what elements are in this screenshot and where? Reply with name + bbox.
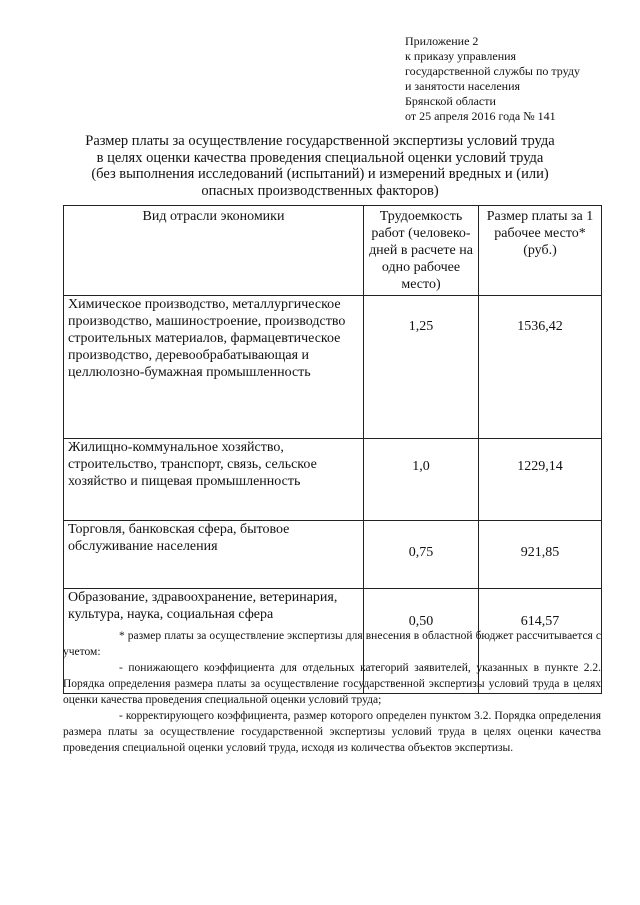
title-line: в целях оценки качества проведения специальной оценки условий труда	[96, 149, 544, 166]
cell-fee: 921,85	[479, 521, 602, 589]
cell-sector: Жилищно-коммунальное хозяйство, строительство, транспорт, связь, сельское хозяйство и пищевая промышленность	[64, 439, 364, 521]
appendix-line: Брянской области	[405, 94, 496, 108]
footnote-paragraph: - корректирующего коэффициента, размер которого определен пунктом 3.2. Порядка определения размера платы за осуществление государственной экспертизы условий труда в целях оценки качества проведения специальной оценки условий труда, исходя из количества объектов экспертизы.	[63, 710, 601, 754]
table-row	[64, 439, 602, 521]
cell-sector: Образование, здравоохранение, ветеринария, культура, наука, социальная сфера	[64, 589, 364, 694]
appendix-line: от 25 апреля 2016 года № 141	[405, 109, 556, 123]
cell-fee: 1229,14	[479, 439, 602, 521]
appendix-header	[405, 34, 635, 124]
table-row	[64, 296, 602, 439]
cell-labor: 0,50	[364, 589, 479, 694]
cell-fee: 614,57	[479, 589, 602, 694]
appendix-line: и занятости населения	[405, 79, 521, 93]
cell-labor: 1,25	[364, 296, 479, 439]
cell-sector: Химическое производство, металлургическое производство, машиностроение, производство строительных материалов, фармацевтическое производство, деревообрабатывающая и целлюлозно-бумажная промышленность	[64, 296, 364, 439]
appendix-line: к приказу управления	[405, 49, 517, 63]
cell-labor: 1,0	[364, 439, 479, 521]
cell-fee: 1536,42	[479, 296, 602, 439]
footnotes	[63, 628, 601, 756]
header-labor: Трудоемкость работ (человеко-дней в расчете на одно рабочее место)	[364, 206, 479, 296]
appendix-line: государственной службы по труду	[405, 64, 580, 78]
title-line: Размер платы за осуществление государственной экспертизы условий труда	[85, 133, 555, 149]
cell-labor: 0,75	[364, 521, 479, 589]
title-line: опасных производственных факторов)	[201, 182, 439, 199]
header-sector: Вид отрасли экономики	[64, 206, 364, 296]
footnote-paragraph: - понижающего коэффициента для отдельных категорий заявителей, указанных в пункте 2.2. Порядка определения размера платы за осуществление государственной экспертизы условий труда в целях оценки качества проведения специальной оценки условий труда;	[63, 662, 601, 706]
title-line: (без выполнения исследований (испытаний) и измерений вредных и (или)	[91, 166, 549, 182]
footnote-paragraph: * размер платы за осуществление экспертизы для внесения в областной бюджет рассчитывается с учетом:	[63, 630, 601, 658]
appendix-line: Приложение 2	[405, 34, 479, 48]
fee-table	[63, 205, 602, 694]
table-row	[64, 521, 602, 589]
table-header-row	[64, 206, 602, 296]
header-fee: Размер платы за 1 рабочее место* (руб.)	[479, 206, 602, 296]
document-title	[60, 133, 580, 199]
cell-sector: Торговля, банковская сфера, бытовое обслуживание населения	[64, 521, 364, 589]
